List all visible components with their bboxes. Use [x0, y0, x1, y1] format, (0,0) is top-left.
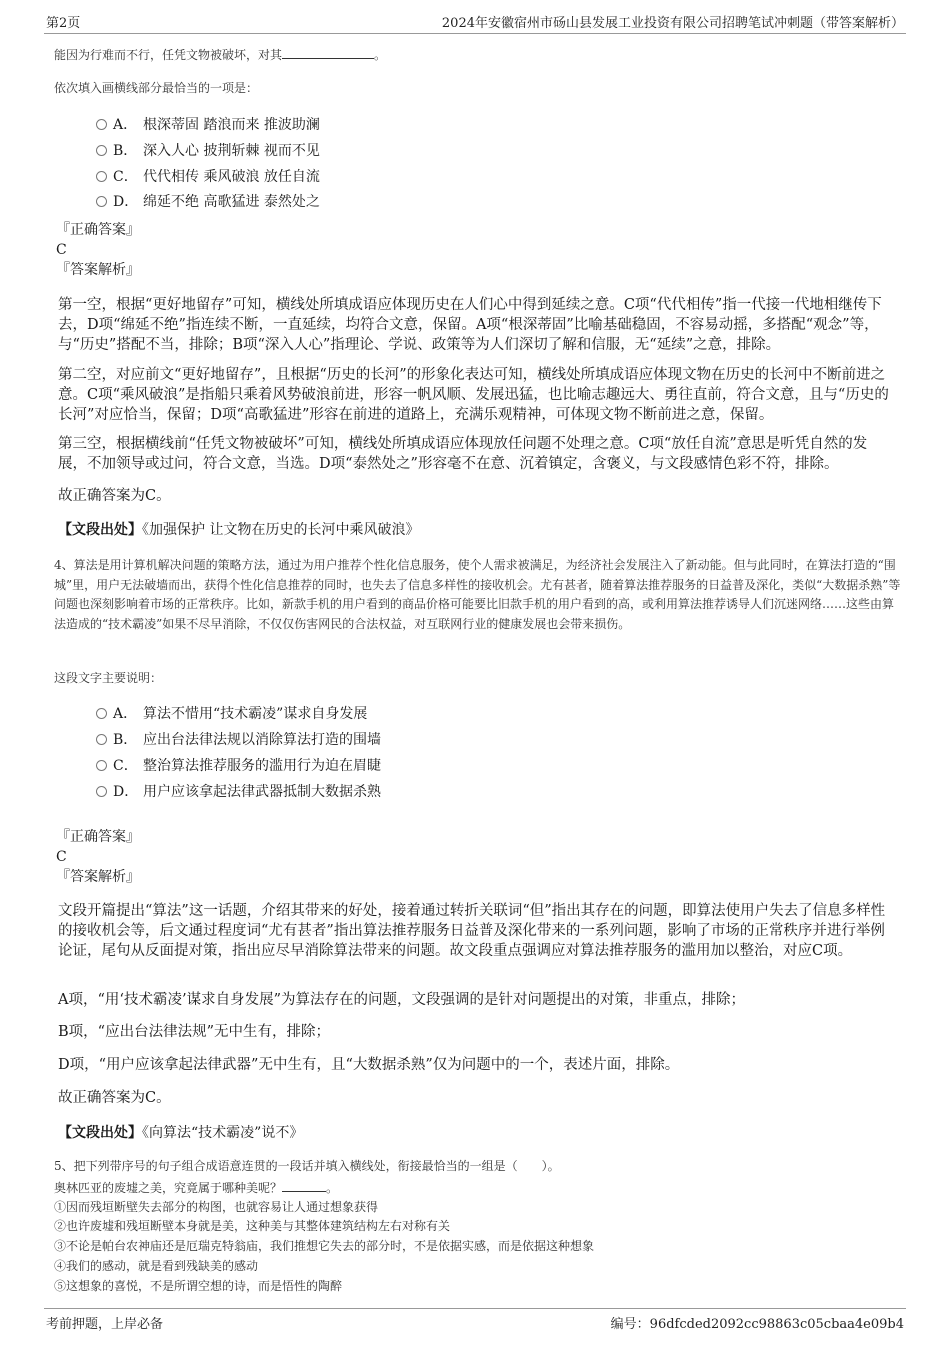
source-text: 《向算法“技术霸凌”说不》	[142, 1125, 304, 1141]
option-letter: C．	[113, 169, 138, 185]
page-number: 第2页	[46, 16, 81, 31]
q3-option-d[interactable]	[96, 192, 320, 212]
option-letter: A．	[113, 706, 138, 722]
option-text: 用户应该拿起法律武器抵制大数据杀熟	[143, 784, 381, 800]
radio-icon[interactable]	[96, 119, 107, 130]
q5-blank	[282, 1179, 326, 1192]
header-divider	[44, 33, 906, 34]
q4-analysis-paragraph-2: A项，“用‘技术霸凌’谋求自身发展”为算法存在的问题，文段强调的是针对问题提出的对策，非重点，排除；	[58, 992, 746, 1008]
radio-icon[interactable]	[96, 708, 107, 719]
question-text: 把下列带序号的句子组合成语意连贯的一段话并填入横线处，衔接最恰当的一组是（ ）。	[73, 1159, 560, 1173]
q3-analysis-paragraph-1: 第一空，根据“更好地留存”可知，横线处所填成语应体现历史在人们心中得到延续之意。C项“代代相传”指一代接一代地相继传下去，D项“绵延不绝”指连续不断，一直延续，均符合文意，保留。A项“根深蒂固”比喻基础稳固，不容易动摇，多搭配“观念”等，与“历史”搭配不当，排除；B项“深入人心”指理论、学说、政策等为人们深切了解和信服，无“延续”之意，排除。	[58, 297, 882, 353]
q4-analysis-paragraph-4: D项，“用户应该拿起法律武器”无中生有，且“大数据杀熟”仅为问题中的一个，表述片面，排除。	[58, 1057, 680, 1073]
q3-option-a[interactable]	[96, 115, 320, 135]
lead-text: 奥林匹亚的废墟之美，究竟属于哪种美呢？	[54, 1181, 283, 1195]
q3-analysis-conclusion: 故正确答案为C。	[58, 488, 171, 504]
q3-text-line	[54, 46, 386, 65]
q4-source	[58, 1123, 303, 1143]
lead-end: 。	[326, 1181, 339, 1195]
footer-divider	[44, 1308, 906, 1309]
q5-item-5: ⑤这想象的喜悦，不是所谓空想的诗，而是悟性的陶醉	[54, 1279, 343, 1293]
footer-serial: 编号：96dfcded2092cc98863c05cbaa4e09b4	[610, 1317, 904, 1332]
radio-icon[interactable]	[96, 145, 107, 156]
q4-option-d[interactable]	[96, 782, 381, 802]
radio-icon[interactable]	[96, 171, 107, 182]
q3-analysis-paragraph-3: 第三空，根据横线前“任凭文物被破坏”可知，横线处所填成语应体现放任问题不处理之意。C项“放任自流”意思是听凭自然的发展，不加领导或过问，符合文意，当选。D项“泰然处之”形容毫不在意、沉着镇定，含褒义，与文段感情色彩不符，排除。	[58, 436, 868, 472]
option-text: 代代相传 乘风破浪 放任自流	[143, 169, 320, 185]
q4-analysis-label: 『答案解析』	[56, 869, 140, 885]
q4-answer-label: 『正确答案』	[56, 829, 140, 845]
question-number: 4、	[54, 558, 74, 572]
q3-blank	[282, 46, 374, 59]
option-text: 深入人心 披荆斩棘 视而不见	[143, 143, 320, 159]
q3-option-b[interactable]	[96, 141, 320, 161]
source-label: 【文段出处】	[58, 1125, 142, 1141]
document-title: 2024年安徽宿州市砀山县发展工业投资有限公司招聘笔试冲刺题（带答案解析）	[441, 16, 904, 31]
q4-prompt: 这段文字主要说明：	[54, 671, 163, 685]
q4-passage	[54, 556, 904, 634]
q5-item-2: ②也许废墟和残垣断壁本身就是美，这种美与其整体建筑结构左右对称有关	[54, 1219, 451, 1233]
q5-item-4: ④我们的感动，就是看到残缺美的感动	[54, 1259, 259, 1273]
option-text: 整治算法推荐服务的滥用行为迫在眉睫	[143, 758, 381, 774]
option-letter: C．	[113, 758, 138, 774]
q3-analysis-paragraph-2: 第二空，对应前文“更好地留存”，且根据“历史的长河”的形象化表达可知，横线处所填成语应体现文物在历史的长河中不断前进之意。C项“乘风破浪”是指船只乘着风势破浪前进，形容一帆风顺、发展迅猛，也比喻志趣远大、勇往直前，符合文意，且与“历史的长河”对应恰当，保留；D项“高歌猛进”形容在前进的道路上，充满乐观精神，可体现文物不断前进之意，保留。	[58, 367, 889, 423]
q5-item-3: ③不论是帕台农神庙还是厄瑞克特翁庙，我们推想它失去的部分时，不是依据实感，而是依据这种想象	[54, 1239, 595, 1253]
q5-item-1: ①因而残垣断壁失去部分的构图，也就容易让人通过想象获得	[54, 1200, 379, 1214]
passage-text: 算法是用计算机解决问题的策略方法，通过为用户推荐个性化信息服务，使个人需求被满足，为经济社会发展注入了新动能。但与此同时，在算法打造的“围城”里，用户无法破墙而出，获得个性化信息推荐的同时，也失去了信息多样性的接收机会。尤有甚者，随着算法推荐服务的日益普及深化，类似“大数据杀熟”等问题也深刻影响着市场的正常秩序。比如，新款手机的用户看到的商品价格可能要比旧款手机的用户看到的高，或利用算法推荐诱导人们沉迷网络……这些由算法造成的“技术霸凌”如果不尽早消除，不仅仅伤害网民的合法权益，对互联网行业的健康发展也会带来损伤。	[54, 558, 901, 631]
q3-answer: C	[56, 242, 67, 258]
radio-icon[interactable]	[96, 734, 107, 745]
q4-option-b[interactable]	[96, 730, 381, 750]
q3-text-line-end: 。	[374, 48, 387, 62]
option-text: 算法不惜用“技术霸凌”谋求自身发展	[143, 706, 368, 722]
q4-option-a[interactable]	[96, 704, 367, 724]
option-text: 根深蒂固 踏浪而来 推波助澜	[143, 117, 320, 133]
q3-analysis-label: 『答案解析』	[56, 262, 140, 278]
q4-option-c[interactable]	[96, 756, 381, 776]
q4-analysis-paragraph-1: 文段开篇提出“算法”这一话题，介绍其带来的好处，接着通过转折关联词“但”指出其存在的问题，即算法使用户失去了信息多样性的接收机会等，后文通过程度词“尤有甚者”指出算法推荐服务日益普及深化带来的一系列问题，影响了市场的正常秩序并进行举例论证，尾句从反面提对策，指出应尽早消除算法带来的问题。故文段重点强调应对算法推荐服务的滥用加以整治，对应C项。	[58, 903, 886, 959]
source-text: 《加强保护 让文物在历史的长河中乘风破浪》	[142, 522, 420, 538]
q3-prompt: 依次填入画横线部分最恰当的一项是：	[54, 81, 259, 95]
question-number: 5、	[54, 1159, 74, 1173]
q4-answer: C	[56, 849, 67, 865]
q3-option-c[interactable]	[96, 167, 320, 187]
radio-icon[interactable]	[96, 196, 107, 207]
q5-question	[54, 1157, 560, 1176]
q3-source	[58, 520, 419, 540]
option-text: 应出台法律法规以消除算法打造的围墙	[143, 732, 381, 748]
q5-lead	[54, 1179, 338, 1198]
option-letter: B．	[113, 143, 138, 159]
q3-text-line-content: 能因为行难而不行，任凭文物被破坏，对其	[54, 48, 283, 62]
q4-analysis-conclusion: 故正确答案为C。	[58, 1090, 171, 1106]
option-text: 绵延不绝 高歌猛进 泰然处之	[143, 194, 320, 210]
option-letter: A．	[113, 117, 138, 133]
source-label: 【文段出处】	[58, 522, 142, 538]
q4-analysis-paragraph-3: B项，“应出台法律法规”无中生有，排除；	[58, 1024, 330, 1040]
option-letter: D．	[113, 194, 139, 210]
footer-slogan: 考前押题，上岸必备	[46, 1317, 164, 1332]
radio-icon[interactable]	[96, 786, 107, 797]
radio-icon[interactable]	[96, 760, 107, 771]
q3-answer-label: 『正确答案』	[56, 222, 140, 238]
option-letter: B．	[113, 732, 138, 748]
option-letter: D．	[113, 784, 139, 800]
